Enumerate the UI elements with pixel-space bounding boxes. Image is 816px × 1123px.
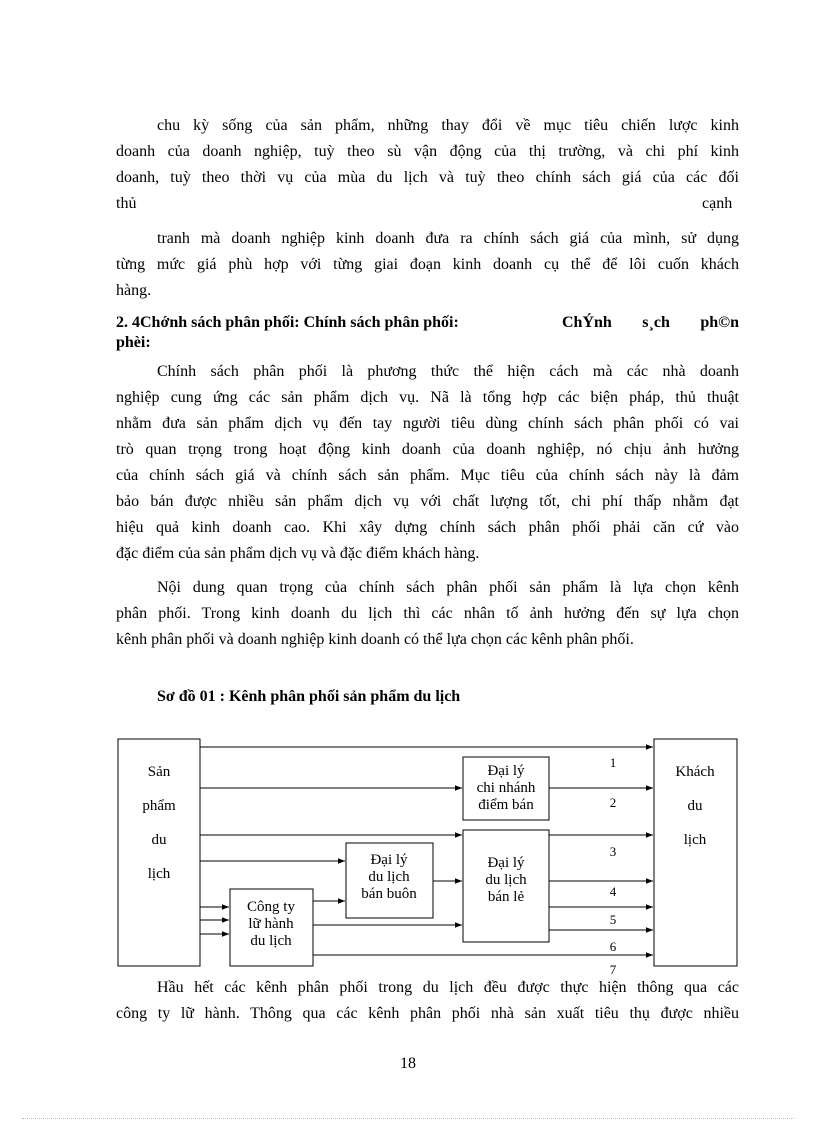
customer-label: du: [687, 798, 703, 814]
text-line: của chính sách giá và chính sách sản phẩm. Mục tiêu của chính sách này là đảm: [116, 467, 739, 484]
channel-number: 7: [609, 962, 617, 977]
customer-label: Khách: [675, 764, 715, 780]
text-line: hàng.: [116, 282, 152, 299]
agent-retail-label: du lịch: [485, 872, 527, 888]
channel-number: 3: [609, 844, 617, 859]
text-line: trò quan trọng trong hoạt động kinh doanh của doanh nghiệp, nó chịu ảnh hưởng: [116, 441, 739, 458]
text-line: doanh của doanh nghiệp, tuỳ theo sù vận động của thị trường, và chi phí kinh: [116, 143, 739, 160]
producer-label: Sản: [147, 764, 171, 780]
tour-company-label: lữ hành: [248, 916, 294, 932]
producer-label: lịch: [147, 866, 171, 882]
agent-retail-label: bán lẻ: [487, 889, 525, 905]
text-line: bảo bán được nhiều sản phẩm dịch vụ với chất lượng tốt, chi phí thấp nhằm đạt: [116, 493, 739, 510]
text-line: nghiệp cung ứng các sản phẩm dịch vụ. Nã là tổng hợp các biện pháp, thủ thuật: [116, 389, 739, 406]
producer-label: du: [151, 832, 167, 848]
agent-wholesale-label: Đại lý: [370, 852, 408, 868]
text-line: doanh, tuỳ theo thời vụ của mùa du lịch và tuỳ theo chính sách giá của các đối: [116, 169, 739, 186]
agent-branch-label: Đại lý: [487, 763, 525, 779]
text-line: kênh phân phối và doanh nghiệp kinh doanh có thể lựa chọn các kênh phân phối.: [116, 631, 634, 648]
agent-wholesale-label: bán buôn: [361, 886, 417, 902]
channel-number: 6: [609, 939, 617, 954]
agent-retail-label: Đại lý: [487, 855, 525, 871]
tour-company-label: Công ty: [247, 899, 295, 915]
text-line: tranh mà doanh nghiệp kinh doanh đưa ra chính sách giá của mình, sử dụng: [157, 230, 739, 247]
agent-branch-label: điểm bán: [478, 797, 534, 813]
customer-label: lịch: [683, 832, 707, 848]
diagram-caption: Sơ đồ 01 : Kênh phân phối sản phẩm du lịch: [157, 688, 461, 705]
channel-number: 5: [609, 912, 617, 927]
channel-number: 2: [609, 795, 617, 810]
text-line: Chính sách phân phối là phương thức thể hiện cách mà các nhà doanh: [157, 363, 739, 380]
channel-number: 4: [609, 884, 617, 899]
agent-wholesale-label: du lịch: [368, 869, 410, 885]
channel-number: 1: [609, 755, 617, 770]
text-line: Nội dung quan trọng của chính sách phân phối sản phẩm là lựa chọn kênh: [157, 579, 739, 596]
text-line: nhằm đưa sản phẩm dịch vụ đến tay người tiêu dùng chính sách phân phối có vai: [116, 415, 739, 432]
text-line: từng mức giá phù hợp với từng giai đoạn kinh doanh cụ thể để lôi cuốn khách: [116, 256, 739, 273]
tour-company-label: du lịch: [250, 933, 292, 949]
text-line: công ty lữ hành. Thông qua các kênh phân phối nhà sản xuất tiêu thụ được nhiều: [116, 1005, 739, 1022]
text-line: cạnh: [702, 195, 733, 212]
section-heading-garbled: ChÝnh s¸ch ph©n: [562, 314, 739, 331]
text-line: chu kỳ sống của sản phẩm, những thay đổi về mục tiêu chiến lược kinh: [157, 117, 739, 134]
section-heading-line2: phèi:: [116, 334, 151, 351]
section-heading: 2. 4Chớnh sách phân phối: Chính sách phân phối:: [116, 314, 459, 331]
page-number: 18: [400, 1055, 416, 1072]
text-line: hiệu quả kinh doanh cao. Khi xây dựng chính sách phân phối phải căn cứ vào: [116, 519, 739, 536]
text-line: đặc điểm của sản phẩm dịch vụ và đặc điểm khách hàng.: [116, 545, 480, 562]
producer-label: phẩm: [142, 798, 176, 814]
text-line: Hầu hết các kênh phân phối trong du lịch đều được thực hiện thông qua các: [157, 979, 739, 996]
text-line: phân phối. Trong kinh doanh du lịch thì các nhân tố ảnh hưởng đến sự lựa chọn: [116, 605, 739, 622]
agent-branch-label: chi nhánh: [476, 780, 536, 796]
page-bottom-rule: [22, 1118, 794, 1119]
text-line: thủ: [116, 195, 137, 212]
